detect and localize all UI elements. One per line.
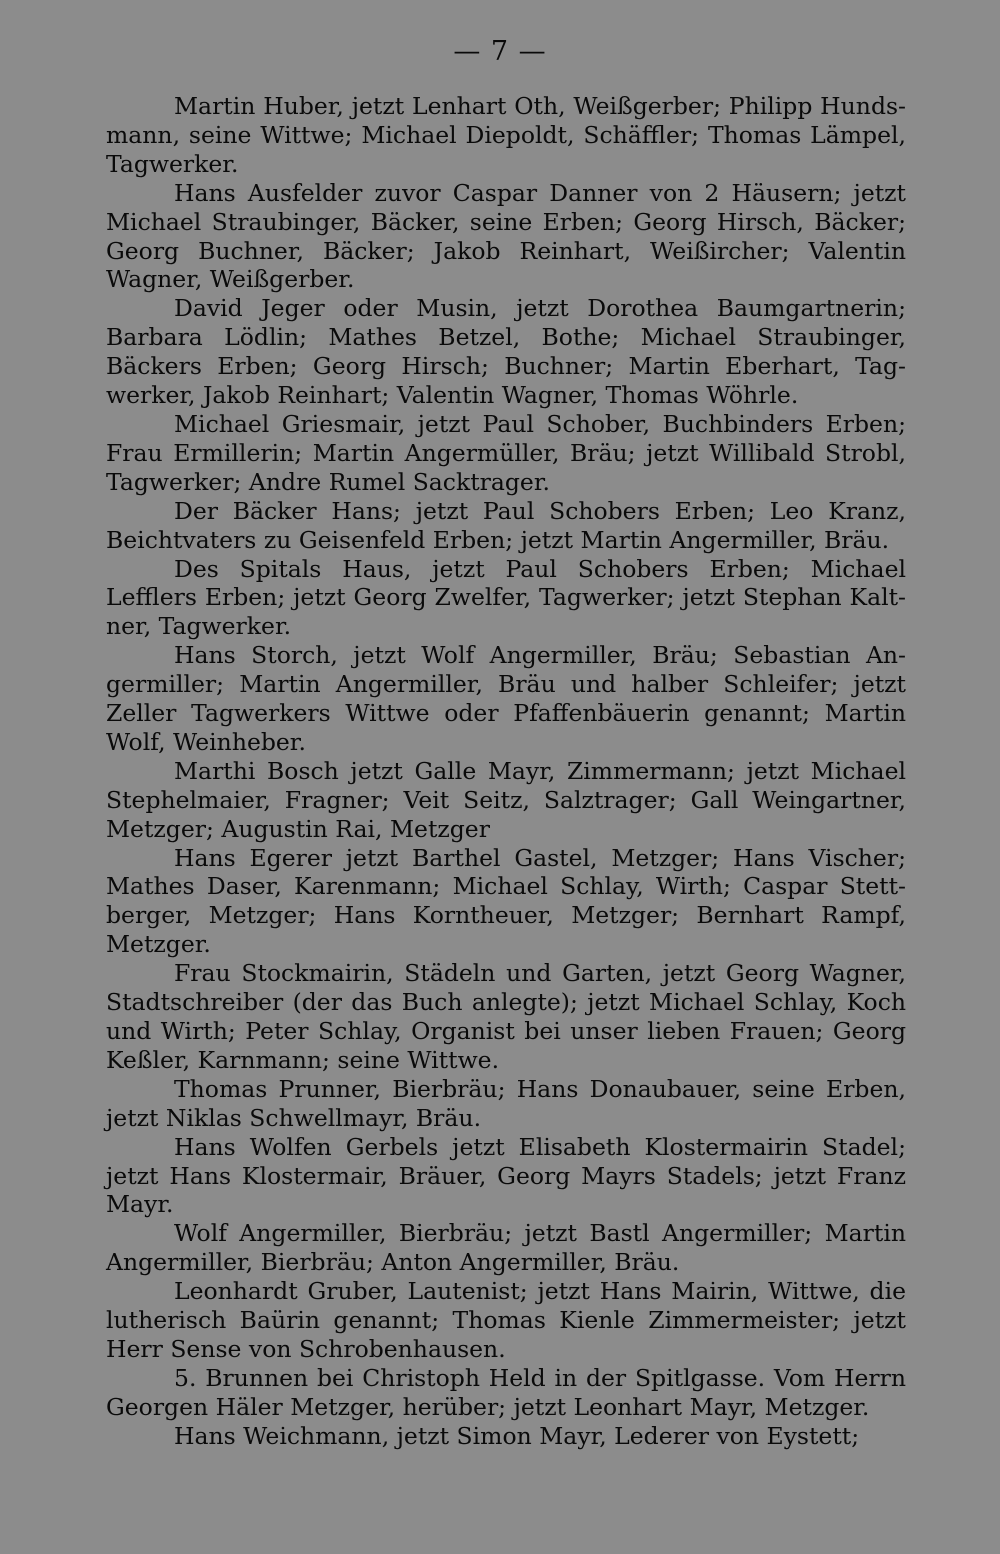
page-number: — 7 — xyxy=(453,36,547,67)
paragraph: Thomas Prunner, Bierbräu; Hans Donaubauer, seine Erben, jetzt Niklas Schwellmayr, Bräu. xyxy=(106,1074,906,1132)
paragraph: Hans Storch, jetzt Wolf Angermiller, Bräu; Sebastian Angermiller; Martin Angermiller, Bräu und halber Schleifer; jetzt Zeller Tagwerkers Wittwe oder Pfaffenbäuerin genannt; Martin Wolf, Weinheber. xyxy=(106,641,906,756)
paragraph: Martin Huber, jetzt Lenhart Oth, Weißgerber; Philipp Hundsmann, seine Wittwe; Michael Diepoldt, Schäffler; Thomas Lämpel, Tagwerker. xyxy=(106,92,906,178)
paragraph: Hans Wolfen Gerbels jetzt Elisabeth Klostermairin Stadel; jetzt Hans Klostermair, Bräuer, Georg Mayrs Stadels; jetzt Franz Mayr. xyxy=(106,1132,906,1219)
paragraph: Frau Stockmairin, Städeln und Garten, jetzt Georg Wagner, Stadtschreiber (der das Buch anlegte); jetzt Michael Schlay, Koch und Wirth; Peter Schlay, Organist bei unser lieben Frauen; Georg Keßler, Karnmann; seine Wittwe. xyxy=(106,959,906,1074)
paragraph: David Jeger oder Musin, jetzt Dorothea Baumgartnerin; Barbara Lödlin; Mathes Betzel, Bothe; Michael Straubinger, Bäckers Erben; Georg Hirsch; Buchner; Martin Eberhart, Tagwerker, Jakob Reinhart; Valentin Wagner, Thomas Wöhrle. xyxy=(106,294,906,410)
document-body xyxy=(106,92,906,1451)
paragraph: Des Spitals Haus, jetzt Paul Schobers Erben; Michael Lefflers Erben; jetzt Georg Zwelfer, Tagwerker; jetzt Stephan Kaltner, Tagwerker. xyxy=(106,554,906,641)
paragraph: Der Bäcker Hans; jetzt Paul Schobers Erben; Leo Kranz, Beichtvaters zu Geisenfeld Erben; jetzt Martin Angermiller, Bräu. xyxy=(106,496,906,554)
paragraph: Leonhardt Gruber, Lautenist; jetzt Hans Mairin, Wittwe, die lutherisch Baürin genannt; Thomas Kienle Zimmermeister; jetzt Herr Sense von Schrobenhausen. xyxy=(106,1277,906,1363)
paragraph: Wolf Angermiller, Bierbräu; jetzt Bastl Angermiller; Martin Angermiller, Bierbräu; Anton Angermiller, Bräu. xyxy=(106,1219,906,1277)
paragraph: Hans Ausfelder zuvor Caspar Danner von 2 Häusern; jetzt Michael Straubinger, Bäcker, seine Erben; Georg Hirsch, Bäcker; Georg Buchner, Bäcker; Jakob Reinhart, Weißircher; Valentin Wagner, Weißgerber. xyxy=(106,178,906,294)
paragraph: Hans Egerer jetzt Barthel Gastel, Metzger; Hans Vischer; Mathes Daser, Karenmann; Michael Schlay, Wirth; Caspar Stettberger, Metzger; Hans Korntheuer, Metzger; Bernhart Rampf, Metzger. xyxy=(106,843,906,959)
paragraph: Marthi Bosch jetzt Galle Mayr, Zimmermann; jetzt Michael Stephelmaier, Fragner; Veit Seitz, Salztrager; Gall Weingartner, Metzger; Augustin Rai, Metzger xyxy=(106,756,906,843)
paragraph: 5. Brunnen bei Christoph Held in der Spitlgasse. Vom Herrn Georgen Häler Metzger, herüber; jetzt Leonhart Mayr, Metzger. xyxy=(106,1363,906,1421)
paragraph: Michael Griesmair, jetzt Paul Schober, Buchbinders Erben; Frau Ermillerin; Martin Angermüller, Bräu; jetzt Willibald Strobl, Tagwerker; Andre Rumel Sacktrager. xyxy=(106,409,906,496)
paragraph: Hans Weichmann, jetzt Simon Mayr, Lederer von Eystett; xyxy=(174,1421,860,1450)
